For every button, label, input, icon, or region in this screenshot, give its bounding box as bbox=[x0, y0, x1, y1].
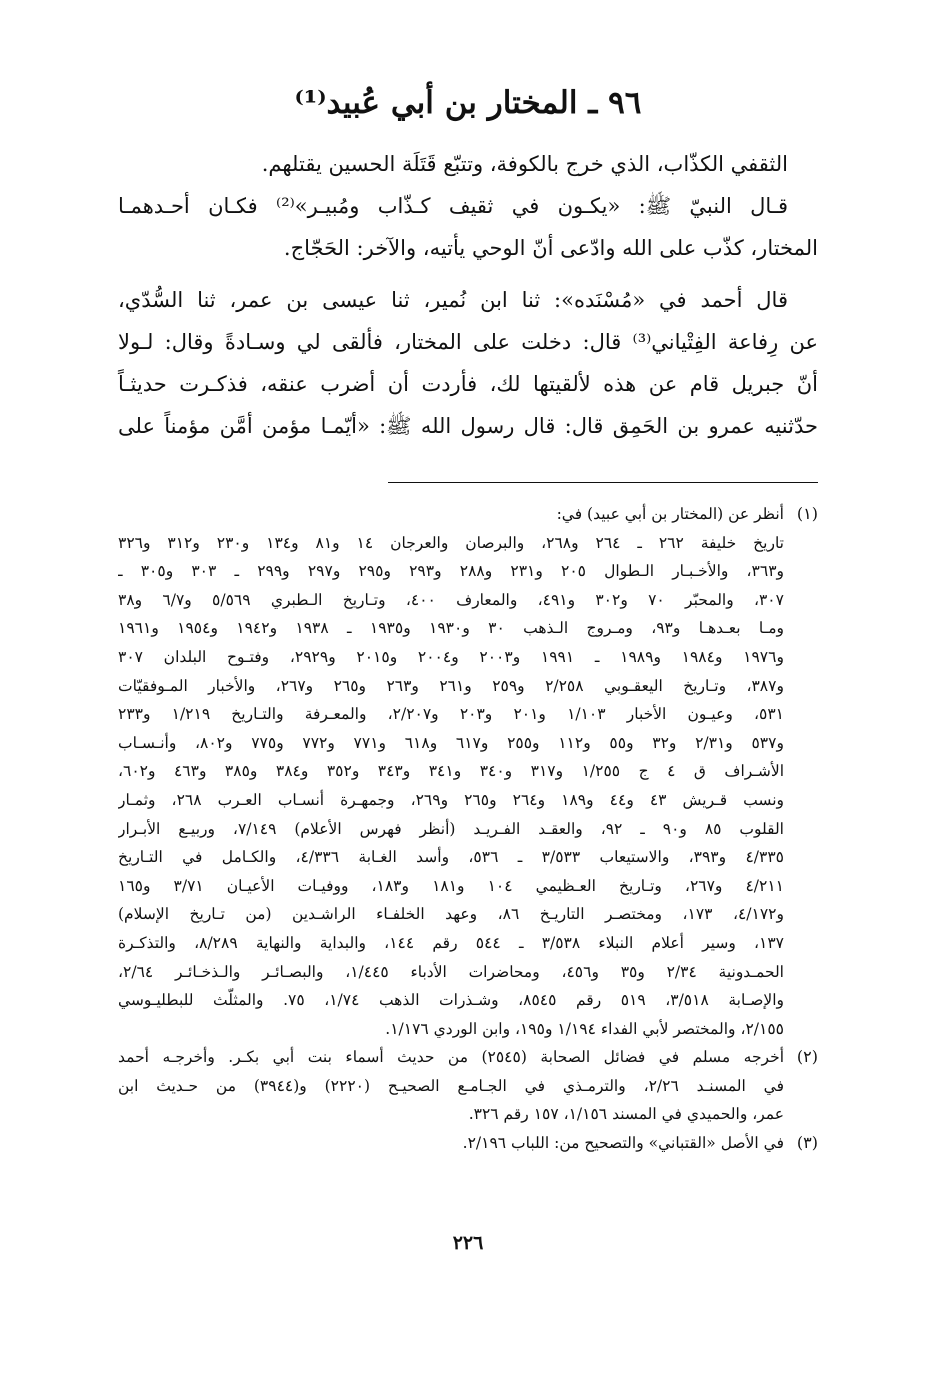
footnote-line: في الأصل «القتباني» والتصحيح من: اللباب ٢/١٩٦. bbox=[462, 1134, 784, 1153]
text-line: الثقفي الكذّاب، الذي خرج بالكوفة، وتتبّع قَتَلَة الحسين يقتلهم. bbox=[261, 152, 788, 176]
footnote-line: ٥٣١، وعيـون الأخبار ١/١٠٣ و٢٠١ و٢٠٣ و٢/٢٠٧، والمعـرفة والتـاريخ ١/٢١٩ و٢٣٣ bbox=[118, 705, 784, 724]
footnote-2 bbox=[118, 1043, 818, 1129]
book-page bbox=[118, 0, 818, 1375]
footnote-line: ٢/١٥٥، والمختصر لأبي الفداء ١/١٩٤ و١٩٥، وابن الوردي ١/١٧٦. bbox=[385, 1019, 784, 1038]
text-line: قـال النبيّ ﷺ: «يكـون في ثقيف كـذّاب ومُبيـر»⁽²⁾ فكـان أحـدهمـا bbox=[118, 194, 789, 218]
footnote-line: ومـا بعـدهـا و٩٣، ومـروج الـذهب ٣٠ و١٩٣٠ و١٩٣٥ ـ ١٩٣٨ و١٩٤٢ و١٩٥٤ و١٩٦١ bbox=[118, 619, 784, 638]
footnotes bbox=[118, 500, 818, 1158]
footnote-body bbox=[118, 1129, 784, 1158]
footnote-line: و٤/١٧٢، ١٧٣، ومختصـر التاريـخ ٨٦، وعهد الخلفـاء الراشـدين (من تـاريخ الإسلام) bbox=[118, 905, 784, 924]
footnote-number: (١) bbox=[796, 504, 818, 523]
page-number: ٢٢٦ bbox=[452, 1232, 484, 1254]
main-text bbox=[118, 143, 818, 447]
text-line: عن رِفاعة الفِتْياني⁽³⁾ قال: دخلت على المختار، فألقى لي وسـادةً وقال: لـولا bbox=[118, 330, 818, 354]
footnote-body bbox=[118, 1043, 784, 1129]
page-title: ٩٦ ـ المختار بن أبي عُبيد⁽¹⁾ bbox=[294, 85, 642, 121]
footnote-line: و١٩٧٦ و١٩٨٤ و١٩٨٩ ـ ١٩٩١ و٢٠٠٣ و٢٠٠٤ و٢٠١٥ و٢٩٢٩، وفتـوح البلدان ٣٠٧ bbox=[118, 647, 784, 666]
footnote-body bbox=[118, 500, 784, 1043]
footnote-line: تاريخ خليفة ٢٦٢ ـ ٢٦٤ و٢٦٨، والبرصان والعرجان ١٤ و٨١ و١٣٤ و٢٣٠ و٣١٢ و٣٢٦ bbox=[118, 533, 784, 552]
footnote-line: القلوب ٨٥ و٩٠ ـ ٩٢، والعقـد الفـريـد (أنظر فهرس الأعلام) ٧/١٤٩، وربيـع الأبـرار bbox=[118, 819, 784, 838]
footnote-line: ١٣٧، وسير أعلام النبلاء ٣/٥٣٨ ـ ٥٤٤ رقم ١٤٤، والبداية والنهاية ٨/٢٨٩، والتذكـرة bbox=[118, 933, 784, 952]
text-line: أنّ جبريل قام عن هذه لألقيتها لك، فأردت أن أضرب عنقه، فذكـرت حديثـاً bbox=[118, 372, 818, 396]
footnote-number: (٣) bbox=[796, 1133, 818, 1153]
footnote-line: والإصـابة ٣/٥١٨، ٥١٩ رقم ٨٥٤٥، وشـذرات الذهب ١/٧٤، ٧٥. والمثلّث للبطليـوسي bbox=[118, 991, 784, 1010]
footnote-line: ونسب قـريش ٤٣ و٤٤ و١٨٩ و٢٦٤ و٢٦٥ و٢٦٩، وجمهـرة أنسـاب العـرب ٢٦٨، وثمـار bbox=[118, 790, 784, 809]
text-line: حدّثنيه عمرو بن الحَمِق قال: قال رسول الله ﷺ: «أيّمـا مؤمن أمَّن مؤمناً على bbox=[118, 414, 818, 438]
footnote-line: و٥٣٧ و٢/٣١ و٣٢ و٥٥ و١١٢ و٢٥٥ و٦١٧ و٦١٨ و٧٧١ و٧٧٢ و٧٧٥ و٨٠٢، وأنـسـاب bbox=[118, 733, 784, 752]
footnote-separator bbox=[388, 482, 818, 483]
footnote-line: ٤/٢١١ و٢٦٧، وتـاريخ العـظيمي ١٠٤ و١٨١ و١٨٣، ووفيـات الأعيـان ٣/٧١ و١٦٥ bbox=[118, 876, 784, 895]
footnote-line: ٤/٣٣٥ و٣٩٣، والاستيعاب ٣/٥٣٣ ـ ٥٣٦، وأسد الغـابة ٤/٣٣٦، والكـامل في التـاريخ bbox=[118, 848, 784, 867]
footnote-line: الحمـدونية ٢/٣٤ و٣٥ و٤٥٦، ومحاضرات الأدباء ١/٤٤٥، والبصـائـر والـذخـائـر ٢/٦٤، bbox=[118, 962, 784, 981]
text-line: قال أحمد في «مُسْنَده»: ثنا ابن نُمير، ثنا عيسى بن عمر، ثنا السُّدّي، bbox=[118, 288, 788, 312]
text-line: المختار، كذّب على الله وادّعى أنّ الوحي يأتيه، والآخر: الحَجّاج. bbox=[283, 236, 818, 260]
footnote-line: عمر، والحميدي في المسند ١/١٥٦، ١٥٧ رقم ٣٢٦. bbox=[468, 1105, 784, 1124]
footnote-line: الأشـراف ق ٤ ج ١/٢٥٥ و٣١٧ و٣٤٠ و٣٤١ و٣٤٣ و٣٥٢ و٣٨٤ و٣٨٥ و٤٦٣ و٦٠٢، bbox=[118, 762, 784, 781]
footnote-line: أخرجه مسلم في فضائل الصحابة (٢٥٤٥) من حديث أسماء بنت أبي بكـر. وأخرجـه أحمد bbox=[118, 1048, 784, 1067]
footnote-number: (٢) bbox=[796, 1047, 818, 1067]
footnote-line: و٣٦٣، والأخـبـار الـطوال ٢٠٥ و٢٣١ و٢٨٨ و٢٩٣ و٢٩٥ و٢٩٧ و٢٩٩ ـ ٣٠٣ و٣٠٥ ـ bbox=[118, 562, 784, 581]
footnote-3 bbox=[118, 1129, 818, 1158]
footnote-line: أنظر عن (المختار بن أبي عبيد) في: bbox=[556, 505, 784, 523]
footnote-line: و٣٨٧، وتـاريخ اليعقـوبي ٢/٢٥٨ و٢٥٩ و٢٦١ و٢٦٣ و٢٦٥ و٢٦٧، والأخبار المـوفقيّات bbox=[118, 676, 784, 695]
footnote-line: ٣٠٧، والمحبّر ٧٠ و٣٠٢ و٤٩١، والمعارف ٤٠٠، وتـاريخ الـطبري ٥/٥٦٩ و٦/٧ و٣٨ bbox=[118, 590, 784, 609]
footnote-1 bbox=[118, 500, 818, 1043]
footnote-line: في المسنـد ٢/٢٦، والترمـذي في الجـامـع الصحيـح (٢٢٢٠) و(٣٩٤٤) من حـديث ابن bbox=[118, 1076, 784, 1095]
